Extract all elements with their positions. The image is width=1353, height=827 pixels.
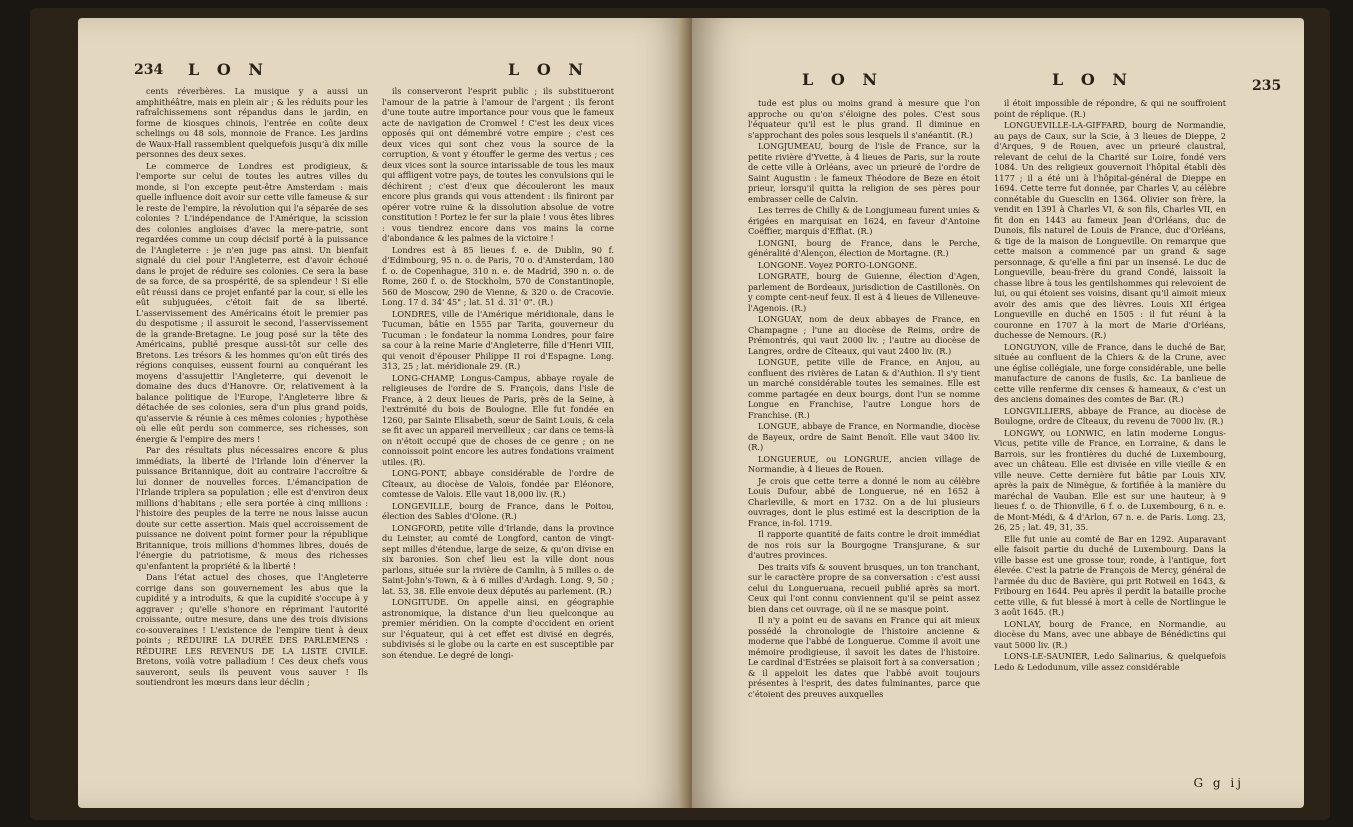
paragraph: LONGVILLIERS, abbaye de France, au diocèse de Boulogne, ordre de Cîteaux, du revenu de 7000 liv. (R.) xyxy=(994,405,1226,426)
paragraph: LONGJUMEAU, bourg de l'isle de France, sur la petite rivière d'Yvette, à 4 lieues de Paris, sur la route de cette ville à Orléans, avec un prieuré de l'ordre de Saint Augustin : le fameux Théodore de Beze en étoit prieur, lorsqu'il quitta la religion de ses pères pour embrasser celle de Calvin. xyxy=(748,141,980,204)
paragraph: LONG-PONT, abbaye considérable de l'ordre de Cîteaux, au diocèse de Valois, fondée par Eléonore, comtesse de Valois. Elle vaut 18,000 liv. (R.) xyxy=(382,468,614,499)
paragraph: LONLAY, bourg de France, en Normandie, au diocèse du Mans, avec une abbaye de Bénédictins qui vaut 5000 liv. (R.) xyxy=(994,618,1226,650)
left-page xyxy=(78,18,690,808)
right-running-head-1: L O N xyxy=(802,70,883,89)
paragraph: Le commerce de Londres est prodigieux, & l'emporte sur celui de toutes les autres villes du monde, si l'on excepte peut-être Amsterdam : mais quelle influence doit avoir sur cette ville fameuse & sur le reste de l'empire, la révolution qui l'a séparée de ses colonies ? L'indépendance de l'Amérique, la scission des colonies angloises d'avec la mere-patrie, sont regardées comme un coup décisif porté à la puissance de l'Angleterre : je n'en juge pas ainsi. Un bienfait signalé du ciel pour l'Angleterre, est d'avoir échoué dans le projet de réduire ses colonies. Ce sera la base de sa force, de sa prospérité, de sa splendeur ! Si elle eût réussi dans ce projet enfanté par la cour, si elle les eût subjuguées, c'étoit fait de sa liberté. L'asservissement des Américains étoit le premier pas du despotisme ; il assuroit le second, l'asservissement de la grande-Bretagne. Le joug posé sur la tête des Américains, publié presque aussi-tôt sur celle des Bretons. Les trésors & les hommes qu'on eût tirés des régions conquises, eussent fourni au conquérant les moyens d'assujettir l'Angleterre, qui devenoit le domaine des ducs d'Hanovre. Or, relativement à la balance politique de l'Europe, l'Angleterre libre & détachée de ses colonies, sera d'un plus grand poids, qu'asservie & réunie à ces mêmes colonies ; hypothèse où elle eût perdu son commerce, ses richesses, son énergie & l'empire des mers ! xyxy=(136,160,368,444)
right-page-number: 235 xyxy=(1252,78,1282,94)
paragraph: LONGONE. Voyez PORTO-LONGONE. xyxy=(758,259,918,270)
paragraph: LONGUE, petite ville de France, en Anjou, au confluent des rivières de Latan & d'Authion. Il s'y tient un marché considérable toutes les semaines. Elle est comme partagée en deux bourgs, dont l'un se nomme Longue en Franchise, l'autre Longue hors de Franchise. (R.) xyxy=(748,357,980,420)
paragraph: LONGRATE, bourg de Guienne, élection d'Agen, parlement de Bordeaux, jurisdiction de Castillonès. On y compte cent-neuf feux. Il est à 4 lieues de Villeneuve-l'Agenois. (R.) xyxy=(748,271,980,313)
paragraph: LONGUE, abbaye de France, en Normandie, diocèse de Bayeux, ordre de Saint Benoît. Elle vaut 3400 liv. (R.) xyxy=(748,421,980,452)
paragraph: LONGUEVILLE-LA-GIFFARD, bourg de Normandie, au pays de Caux, sur la Scie, à 3 lieues de Dieppe, 2 d'Arques, 9 de Rouen, avec un prieuré claustral, relevant de celui de la Charité sur Loire, fondé vers 1084. Un des religieux gouvernoit l'hôpital établi dès 1177 ; il a été uni à l'hôpital-général de Dieppe en 1694. Cette terre fut donnée, par Charles V, au célèbre connétable du Guesclin en 1364. Olivier son frère, la vendit en 1391 à Charles VI, & son fils, Charles VII, en fit don en 1443 au fameux Jean d'Orléans, duc de Dunois, fils naturel de Louis de France, duc d'Orléans, & tige de la maison de Longueville. On remarque que cette maison a commencé par un grand & sage personnage, & qu'elle a fini par un insensé. Le duc de Longueville, beau-frère du grand Condé, laissoit la chasse libre à tous les gentilshommes qui relevoient de lui, ou qui étoient ses voisins, disant qu'il aimoit mieux avoir des amis que des lièvres. Louis XII érigea Longueville en duché en 1505 : il fut réuni à la couronne en 1707 à la mort de Marie d'Orléans, duchesse de Nemours. (R.) xyxy=(994,120,1226,340)
left-header xyxy=(78,60,690,82)
paragraph: LONDRES, ville de l'Amérique méridionale, dans le Tucuman, bâtie en 1555 par Tarita, gouverneur du Tucuman : le fondateur la nomma Londres, pour faire sa cour à la reine Marie d'Angleterre, fille d'Henri VIII, qui venoit d'épouser Philippe II roi d'Espagne. Long. 313, 25 ; lat. méridionale 29. (R.) xyxy=(382,308,614,371)
paragraph: LONGUYON, ville de France, dans le duché de Bar, située au confluent de la Chiers & de la Crune, avec une église collégiale, une forge considérable, une belle manufacture de canons de fusils, &c. La banlieue de cette ville renferme dix censes & hameaux, & c'est un des anciens domaines des comtes de Bar. (R.) xyxy=(994,341,1226,404)
paragraph: cents réverbères. La musique y a aussi un amphithéâtre, mais en plein air ; & les réduits pour les rafraîchissemens sont répandus dans le jardin, en forme de kiosques chinois, l'entrée en coûte deux schelings ou 48 sols, monnoie de France. Les jardins de Waux-Hall rassemblent quelquefois jusqu'à dix mille personnes des deux sexes. xyxy=(136,86,368,159)
left-running-head-2: L O N xyxy=(508,60,589,79)
paragraph: Il rapporte quantité de faits contre le droit immédiat de nos rois sur la Bourgogne Transjurane, & sur d'autres provinces. xyxy=(748,529,980,560)
paragraph: Je crois que cette terre a donné le nom au célèbre Louis Dufour, abbé de Longuerue, né en 1652 à Charleville, & mort en 1732. On a de lui plusieurs ouvrages, dont le plus estimé est la description de la France, in-fol. 1719. xyxy=(748,475,980,528)
paragraph: LONGFORD, petite ville d'Irlande, dans la province du Leinster, au comté de Longford, canton de vingt-sept milles d'étendue, large de seize, & qu'on divise en six baronies. Son chef lieu est la ville dont nous parlons, située sur la rivière de Camlin, à 5 milles o. de Saint-John's-Town, & à 6 milles d'Ardagh. Long. 9, 50 ; lat. 53, 38. Elle envoie deux députés au parlement. (R.) xyxy=(382,522,614,596)
book-spread xyxy=(30,8,1330,820)
paragraph: LONGUERUE, ou LONGRUE, ancien village de Normandie, à 4 lieues de Rouen. xyxy=(748,453,980,474)
right-running-head-2: L O N xyxy=(1052,70,1133,89)
left-running-head-1: L O N xyxy=(188,60,269,79)
paragraph: Par des résultats plus nécessaires encore & plus immédiats, la liberté de l'Irlande loin d'énerver la puissance Britannique, doit au contraire l'accroître & lui donner de nouvelles forces. L'émancipation de l'Irlande triplera sa population ; elle est d'environ deux millions d'habitans ; elle sera portée à cinq millions : l'histoire des peuples de la terre ne nous laisse aucun doute sur cette assertion. Mais quel accroissement de puissance ne doivent point former pour la république Britannique, trois millions d'hommes libres, doués de l'énergie du patriotisme, & mous des richesses qu'enfantent la propriété & la liberté ! xyxy=(136,445,368,571)
paragraph: LONGITUDE. On appelle ainsi, en géographie astronomique, la distance d'un lieu quelconque au premier méridien. On la compte d'occident en orient sur l'équateur, qui à cet effet est divisé en degrés, subdivisés si le globe ou la carte en est susceptible par son étendue. Le degré de longi- xyxy=(382,597,614,660)
paragraph: Elle fut unie au comté de Bar en 1292. Auparavant elle faisoit partie du duché de Luxembourg. Dans la ville basse est une grosse tour, ronde, à l'antique, fort élevée. C'est la patrie de François de Mercy, général de l'armée du duc de Bavière, qui prit Rotweil en 1643, & Fribourg en 1644. Peu après il perdit la bataille proche cette ville, & fut blessé à mort à celle de Nortlingue le 3 août 1645. (R.) xyxy=(994,533,1226,617)
left-page-number: 234 xyxy=(134,62,164,78)
left-column-2 xyxy=(382,86,614,788)
paragraph: tude est plus ou moins grand à mesure que l'on approche ou qu'on s'éloigne des poles. C'est sous l'équateur qu'il est le plus grand. Il diminue en s'approchant des poles sous lesquels il s'anéantit. (R.) xyxy=(748,98,980,140)
paragraph: LONGEVILLE, bourg de France, dans le Poitou, élection des Sables d'Olone. (R.) xyxy=(382,500,614,521)
right-header xyxy=(692,60,1304,94)
signature-mark: G g ij xyxy=(1193,776,1244,790)
paragraph: LONGNI, bourg de France, dans le Perche, généralité d'Alençon, élection de Mortagne. (R.) xyxy=(748,237,980,258)
paragraph: ils conserveront l'esprit public ; ils substitueront l'amour de la patrie à l'amour de l'argent ; ils feront d'une toute autre importance pour vous que le fameux acte de navigation de Cromwel ! C'est les deux vices opposés qui ont démembré votre empire ; c'est ces deux vices qui sont chez vous la source de la corruption, & vont y étouffer le germe des vertus ; ces deux vices sont la source intarissable de tous les maux qui affligent votre pays, de toutes les convulsions qui le déchirent ; c'est d'eux que découleront les maux encore plus grands qui vous attendent : ils finiront par opérer votre ruine & la dissolution absolue de votre constitution ! Portez le fer sur la plaie ! vous êtes libres : vous tiendrez encore dans vos mains la corne d'abondance & les palmes de la victoire ! xyxy=(382,86,614,243)
paragraph: Les terres de Chilly & de Longjumeau furent unies & érigées en marquisat en 1624, en faveur d'Antoine Coëffier, marquis d'Effiat. (R.) xyxy=(748,205,980,236)
paragraph: LONGUAY, nom de deux abbayes de France, en Champagne ; l'une au diocèse de Reims, ordre de Prémontrés, qui vaut 2000 liv. ; l'autre au diocèse de Langres, ordre de Cîteaux, qui vaut 2400 liv. (R.) xyxy=(748,314,980,356)
paragraph: il étoit impossible de répondre, & qui ne souffroient point de réplique. (R.) xyxy=(994,98,1226,119)
paragraph: Londres est à 85 lieues f. e. de Dublin, 90 f. d'Edimbourg, 95 n. o. de Paris, 70 o. d'Amsterdam, 180 f. o. de Copenhague, 310 n. e. de Madrid, 390 n. o. de Rome, 260 f. o. de Stockholm, 570 de Constantinople, 560 de Moscow, 290 de Vienne, & 320 o. de Cracovie. Long. 17 d. 34' 45" ; lat. 51 d. 31' 0". (R.) xyxy=(382,244,614,307)
right-page xyxy=(692,18,1304,808)
paragraph: LONG-CHAMP, Longus-Campus, abbaye royale de religieuses de l'ordre de S. François, dans l'isle de France, à 2 deux lieues de Paris, près de la Seine, à l'extrémité du bois de Boulogne. Elle fut fondée en 1260, par Sainte Elisabeth, sœur de Saint Louis, & cela se fit avec un appareil merveilleux ; car dans ce tems-là on n'étoit occupé que de choses de ce genre ; on ne connoissoit point encore les autres fondations vraiment utiles. (R). xyxy=(382,372,614,467)
left-column-1 xyxy=(136,86,368,788)
paragraph: Il n'y a point eu de savans en France qui ait mieux possédé la chronologie de l'histoire ancienne & moderne que l'abbé de Longuerue. Comme il avoit une mémoire prodigieuse, il savoit les dates de l'histoire. Le cardinal d'Estrées se plaisoit fort à sa conversation ; & il appeloit les dates que l'abbé avoit toujours présentes à l'esprit, des dates fulminantes, parce que c'étoient des preuves auxquelles xyxy=(748,615,980,699)
paragraph: LONGWY, ou LONWIC, en latin moderne Longus-Vicus, petite ville de France, en Lorraine, & dans le Barrois, sur les frontières du duché de Luxembourg, avec un château. Elle est divisée en ville vieille & en ville neuve. Cette dernière fut bâtie par Louis XIV, après la paix de Nimègue, & fortifiée à la manière du maréchal de Vauban. Elle est sur une hauteur, à 9 lieues f. o. de Thionville, 6 f. o. de Luxembourg, 6 n. e. de Mont-Médi, & 4 d'Arlon, 67 n. e. de Paris. Long. 23, 26, 25 ; lat. 49, 31, 35. xyxy=(994,427,1226,532)
paragraph: Dans l'état actuel des choses, que l'Angleterre corrige dans son gouvernement les abus que la cupidité y a introduits, & que la cupidité s'occupe à y aggraver ; qu'elle s'honore en réprimant l'autorité croissante, outre mesure, dans une des trois divisions co-souveraines ! L'existence de l'empire tient à deux points ; RÉDUIRE LA DURÉE DES PARLEMENS : RÉDUIRE LES REVENUS DE LA LISTE CIVILE. Bretons, voilà votre palladium ! Ces deux chefs vous sauveront, seuls ils peuvent vous sauver ! Ils soutiendront les mœurs dans leur déclin ; xyxy=(136,572,368,687)
right-column-1 xyxy=(748,98,980,788)
paragraph: Des traits vifs & souvent brusques, un ton tranchant, sur le caractère propre de sa conversation : c'est aussi celui du Longueruana, recueil publié après sa mort. Ceux qui l'ont connu conviennent qu'il se peint assez bien dans cet ouvrage, où il ne se masque point. xyxy=(748,561,980,614)
paragraph: LONS-LE-SAUNIER, Ledo Salinarius, & quelquefois Ledo & Ledodunum, ville assez considérable xyxy=(994,651,1226,672)
right-column-2 xyxy=(994,98,1226,788)
